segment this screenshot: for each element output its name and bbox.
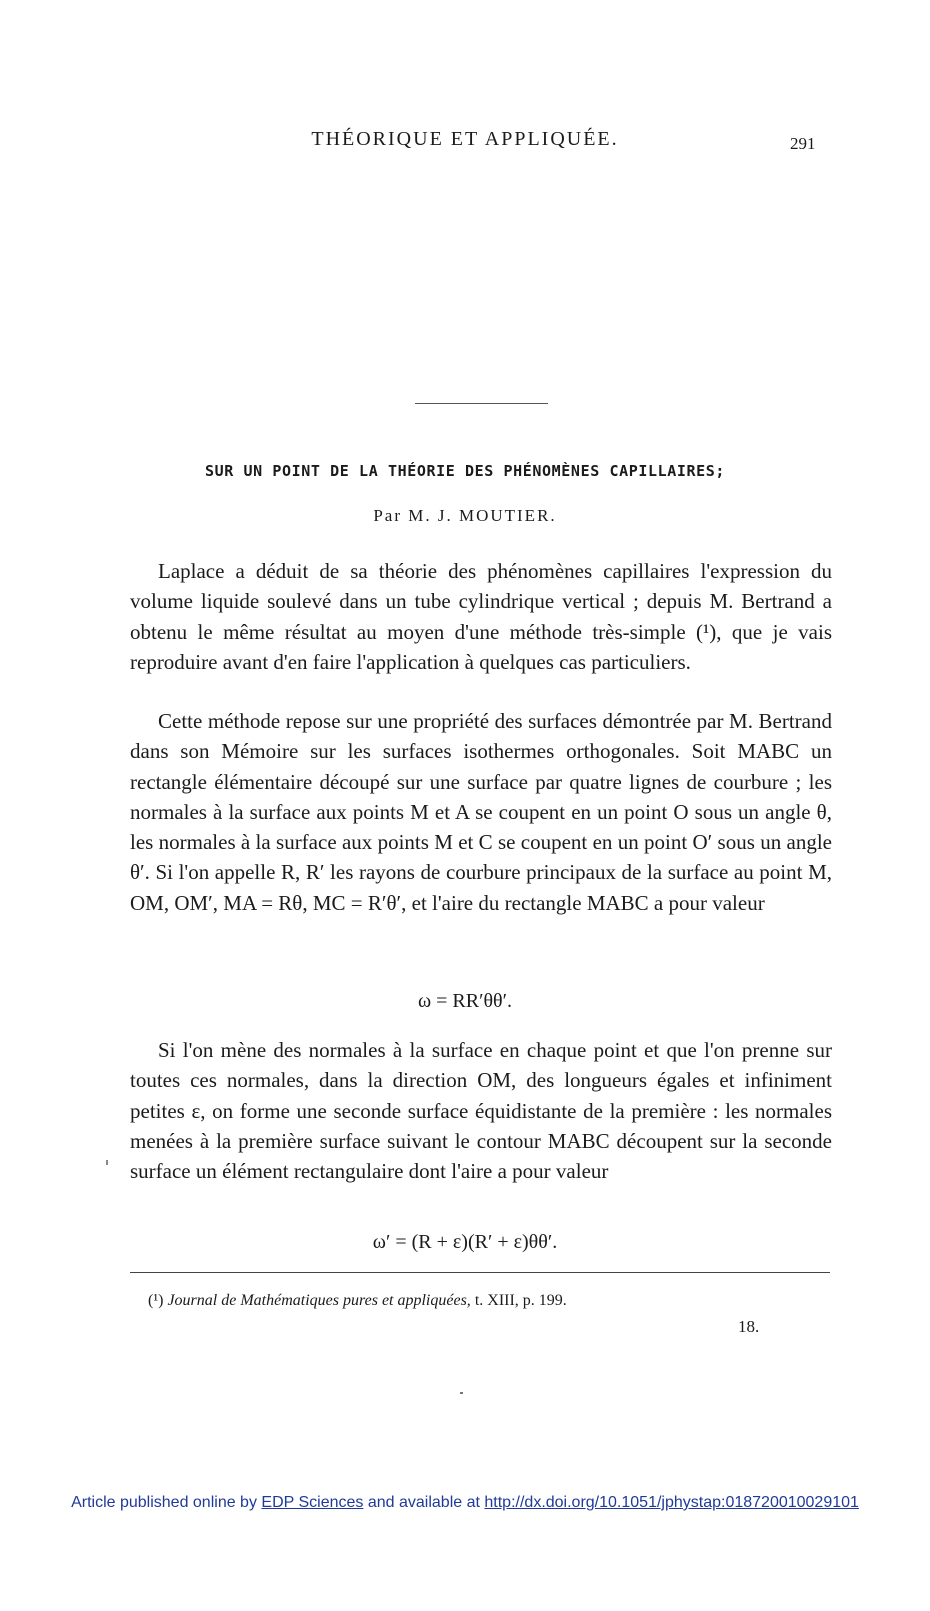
publication-credit <box>0 1494 930 1512</box>
footnote <box>148 1292 567 1310</box>
margin-mark <box>106 1160 108 1165</box>
print-speck <box>460 1392 463 1394</box>
paragraph-3-text: Si l'on mène des normales à la surface en chaque point et que l'on prenne sur toutes ces normales, dans la direction OM, des longueurs égales et infiniment petites ε, on forme une seconde surface équidistante de la première : les normales menées à la première surface suivant le contour MABC découpent sur la seconde surface un élément rectangulaire dont l'aire a pour valeur <box>130 1038 832 1184</box>
equation-area: ω = RR′θθ′. <box>417 990 513 1012</box>
paragraph-3 <box>130 1035 832 1186</box>
article-title: SUR UN POINT DE LA THÉORIE DES PHÉNOMÈNES CAPILLAIRES; <box>204 462 726 480</box>
page-number: 291 <box>790 134 816 153</box>
publisher-link[interactable]: EDP Sciences <box>261 1494 364 1511</box>
doi-link[interactable]: http://dx.doi.org/10.1051/jphystap:018720010029101 <box>484 1494 859 1511</box>
paragraph-2 <box>130 706 832 918</box>
title-separator <box>415 403 548 404</box>
credit-middle: and available at <box>367 1494 480 1511</box>
credit-prefix: Article published online by <box>71 1494 257 1511</box>
equation-offset-area: ω′ = (R + ε)(R′ + ε)θθ′. <box>372 1231 558 1253</box>
footnote-source: Journal de Mathématiques pures et appliquées, <box>167 1292 471 1309</box>
paragraph-1 <box>130 556 832 677</box>
footnote-rule <box>130 1272 830 1273</box>
sheet-signature: 18. <box>738 1317 760 1336</box>
paragraph-2-text: Cette méthode repose sur une propriété des surfaces démontrée par M. Bertrand dans son Mémoire sur les surfaces isothermes orthogonales. Soit MABC un rectangle élémentaire découpé sur une surface par quatre lignes de courbure ; les normales à la surface aux points M et A se coupent en un point O sous un angle θ, les normales à la surface aux points M et C se coupent en un point O′ sous un angle θ′. Si l'on appelle R, R′ les rayons de courbure principaux de la surface au point M, OM, OM′, MA = Rθ, MC = R′θ′, et l'aire du rectangle MABC a pour valeur <box>130 709 832 915</box>
running-head: THÉORIQUE ET APPLIQUÉE. <box>311 128 619 150</box>
footnote-marker: (¹) <box>148 1292 164 1309</box>
footnote-details: t. XIII, p. 199. <box>474 1292 567 1309</box>
paragraph-1-text: Laplace a déduit de sa théorie des phénomènes capillaires l'expression du volume liquide soulevé dans un tube cylindrique vertical ; depuis M. Bertrand a obtenu le même résultat au moyen d'une méthode très-simple (¹), que je vais reproduire avant d'en faire l'application à quelques cas particuliers. <box>130 559 832 674</box>
article-byline: Par M. J. MOUTIER. <box>373 506 557 525</box>
